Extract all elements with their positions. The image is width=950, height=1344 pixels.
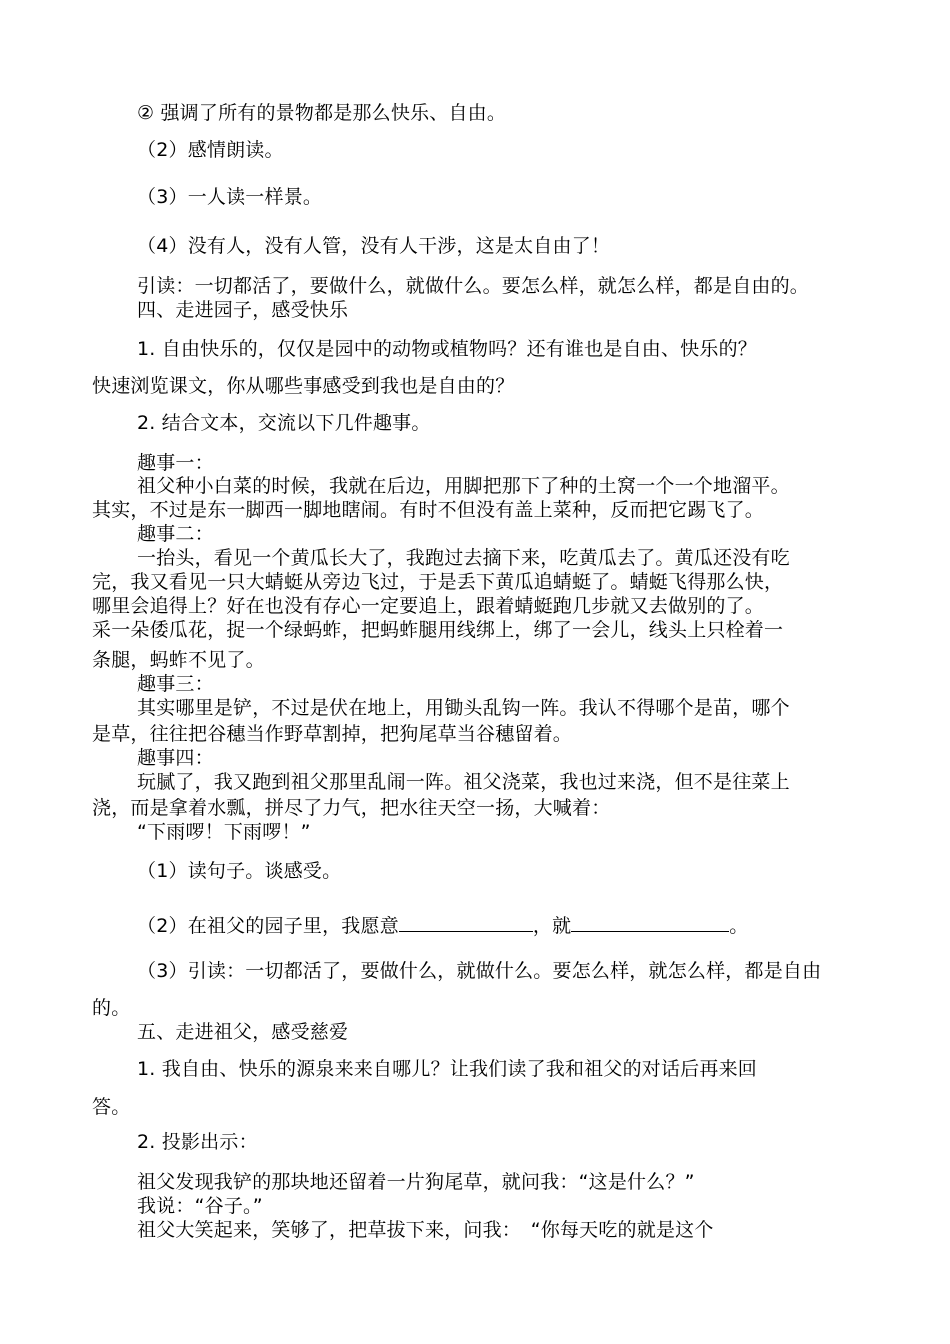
text-line: 1. 我自由、快乐的源泉来来自哪儿？让我们读了我和祖父的对话后再来回 [137, 1058, 757, 1080]
text-line: 2. 投影出示： [137, 1131, 258, 1153]
text-line: ② 强调了所有的景物都是那么快乐、自由。 [137, 102, 507, 124]
story-heading: 趣事四： [137, 747, 214, 769]
fill-in-line [137, 912, 749, 936]
text-line: 祖父种小白菜的时候，我就在后边，用脚把那下了种的土窝一个一个地溜平。 [137, 475, 790, 497]
text-line: （3）引读：一切都活了，要做什么，就做什么。要怎么样，就怎么样，都是自由 [137, 960, 822, 982]
text-line: “下雨啰！下雨啰！” [137, 821, 311, 843]
text-line: （2）感情朗读。 [137, 139, 284, 161]
fill-in-text: 。 [729, 915, 749, 937]
text-line: 一抬头，看见一个黄瓜长大了，我跑过去摘下来，吃黄瓜去了。黄瓜还没有吃 [137, 547, 790, 569]
text-line: 2. 结合文本，交流以下几件趣事。 [137, 412, 431, 434]
text-line: 1. 自由快乐的，仅仅是园中的动物或植物吗？还有谁也是自由、快乐的？ [137, 338, 757, 360]
text-line: 哪里会追得上？好在也没有存心一定要追上，跟着蜻蜓跑几步就又去做别的了。 [92, 595, 765, 617]
text-line: 快速浏览课文，你从哪些事感受到我也是自由的？ [92, 375, 515, 397]
text-line: （4）没有人，没有人管，没有人干涉，这是太自由了！ [137, 235, 611, 257]
text-line: 引读：一切都活了，要做什么，就做什么。要怎么样，就怎么样，都是自由的。 [137, 275, 810, 297]
answer-blank[interactable] [399, 912, 533, 932]
section-heading: 四、走进园子，感受快乐 [137, 299, 349, 321]
text-line: 我说：“谷子。” [137, 1195, 263, 1217]
story-heading: 趣事一： [137, 452, 214, 474]
text-line: 其实，不过是东一脚西一脚地瞎闹。有时不但没有盖上菜种，反而把它踢飞了。 [92, 499, 765, 521]
text-line: （3）一人读一样景。 [137, 186, 323, 208]
story-heading: 趣事二： [137, 523, 214, 545]
fill-in-text: ，就 [532, 915, 572, 937]
text-line: 是草，往往把谷穗当作野草割掉，把狗尾草当谷穗留着。 [92, 723, 573, 745]
text-line: 其实哪里是铲，不过是伏在地上，用锄头乱钩一阵。我认不得哪个是苗，哪个 [137, 697, 790, 719]
section-heading: 五、走进祖父，感受慈爱 [137, 1021, 349, 1043]
text-line: 浇，而是拿着水瓢，拼尽了力气，把水往天空一扬，大喊着： [92, 797, 611, 819]
text-line: 祖父大笑起来，笑够了，把草拔下来，问我： “你每天吃的就是这个 [137, 1219, 714, 1241]
text-line: （1）读句子。谈感受。 [137, 860, 342, 882]
story-heading: 趣事三： [137, 673, 214, 695]
text-line: 采一朵倭瓜花，捉一个绿蚂蚱，把蚂蚱腿用线绑上，绑了一会儿，线头上只栓着一 [92, 619, 784, 641]
text-line: 答。 [92, 1096, 131, 1118]
text-line: 玩腻了，我又跑到祖父那里乱闹一阵。祖父浇菜，我也过来浇，但不是往菜上 [137, 771, 790, 793]
text-line: 祖父发现我铲的那块地还留着一片狗尾草，就问我：“这是什么？” [137, 1171, 695, 1193]
text-line: 的。 [92, 997, 131, 1019]
text-line: 条腿，蚂蚱不见了。 [92, 649, 265, 671]
fill-in-text: （2）在祖父的园子里，我愿意 [137, 915, 399, 937]
answer-blank[interactable] [571, 912, 729, 932]
text-line: 完，我又看见一只大蜻蜓从旁边飞过，于是丢下黄瓜追蜻蜓了。蜻蜓飞得那么快， [92, 571, 784, 593]
